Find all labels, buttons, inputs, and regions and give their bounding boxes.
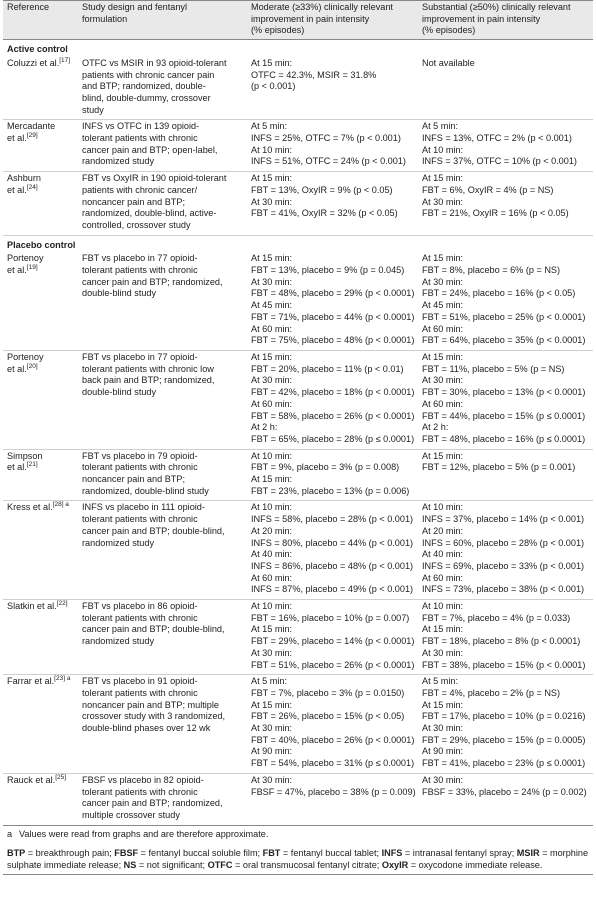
substantial-improvement-cell — [418, 675, 593, 774]
study-design-cell — [78, 600, 247, 675]
abbreviation-term: FBSF — [114, 848, 139, 859]
study-design-line: FBT vs OxyIR in 190 opioid-tolerant — [82, 173, 227, 184]
substantial-result-line: INFS = 73%, placebo = 38% (p < 0.001) — [422, 584, 585, 595]
table-row — [3, 675, 593, 774]
footnote-marker: a — [63, 501, 69, 509]
abbreviation-definition: = fentanyl buccal tablet; — [280, 848, 382, 859]
reference-cell — [3, 350, 78, 449]
moderate-result-line: At 30 min: — [251, 276, 293, 287]
substantial-result-line: FBSF = 33%, placebo = 24% (p = 0.002) — [422, 786, 587, 797]
study-design-cell — [78, 120, 247, 172]
substantial-result-line: At 30 min: — [422, 375, 464, 386]
header-reference: Reference — [3, 1, 78, 40]
substantial-result-line: At 15 min: — [422, 699, 464, 710]
header-study-design — [78, 1, 247, 40]
substantial-result-line: At 90 min: — [422, 746, 464, 757]
header-moderate — [247, 1, 418, 40]
moderate-result-line: INFS = 87%, placebo = 49% (p < 0.001) — [251, 584, 414, 595]
reference-text: et al.[19] — [7, 264, 38, 276]
substantial-improvement-cell — [418, 172, 593, 236]
moderate-result-line: FBT = 13%, placebo = 9% (p = 0.045) — [251, 265, 405, 276]
moderate-result-line: At 15 min: — [251, 699, 293, 710]
substantial-result-line: At 60 min: — [422, 398, 464, 409]
moderate-result-line: At 30 min: — [251, 375, 293, 386]
substantial-result-line: At 15 min: — [422, 624, 464, 635]
table-page — [3, 0, 593, 875]
abbreviation-term: OTFC — [207, 860, 233, 871]
substantial-improvement-cell — [418, 773, 593, 825]
substantial-result-line: FBT = 12%, placebo = 5% (p = 0.001) — [422, 462, 576, 473]
reference-text: et al.[29] — [7, 132, 38, 144]
moderate-result-line: FBT = 20%, placebo = 11% (p < 0.01) — [251, 363, 404, 374]
substantial-result-line: At 10 min: — [422, 502, 464, 513]
study-design-cell — [78, 350, 247, 449]
study-design-line: tolerant patients with chronic — [82, 133, 198, 144]
substantial-result-line: At 30 min: — [422, 723, 464, 734]
study-design-line: double-blind study — [82, 288, 157, 299]
substantial-result-line: At 60 min: — [422, 323, 464, 334]
abbreviation-definition: = morphine sulphate immediate release; — [7, 848, 589, 871]
study-design-line: randomized study — [82, 156, 155, 167]
header-text-line: Moderate (≥33%) clinically relevant — [251, 2, 393, 12]
moderate-result-line: At 10 min: — [251, 144, 293, 155]
moderate-result-line: At 90 min: — [251, 746, 293, 757]
reference-text: Portenoy — [7, 253, 44, 264]
reference-text: et al.[20] — [7, 362, 38, 374]
study-design-line: tolerant patients with chronic — [82, 462, 198, 473]
header-substantial — [418, 1, 593, 40]
substantial-result-line: At 10 min: — [422, 601, 464, 612]
moderate-result-line: FBT = 26%, placebo = 15% (p < 0.05) — [251, 711, 405, 722]
citation-number: [23] — [54, 675, 66, 683]
substantial-result-line: At 10 min: — [422, 144, 464, 155]
substantial-result-line: At 40 min: — [422, 549, 464, 560]
study-design-cell — [78, 773, 247, 825]
footnote-text: Values were read from graphs and are therefore approximate. — [19, 828, 269, 839]
study-design-line: cancer pain and BTP; open-label, — [82, 144, 218, 155]
substantial-result-line: FBT = 30%, placebo = 13% (p < 0.0001) — [422, 387, 586, 398]
substantial-result-line: At 30 min: — [422, 647, 464, 658]
study-design-line: FBT vs placebo in 79 opioid- — [82, 450, 198, 461]
reference-text: Farrar et al.[23] $^a$ — [7, 675, 71, 687]
table-body — [3, 40, 593, 826]
moderate-result-line: FBT = 23%, placebo = 13% (p = 0.006) — [251, 485, 410, 496]
study-design-line: patients with chronic cancer/ — [82, 184, 198, 195]
study-design-line: OTFC vs MSIR in 93 opioid-tolerant — [82, 57, 227, 68]
section-heading-row — [3, 235, 593, 252]
reference-text: et al.[21] — [7, 461, 38, 473]
moderate-result-line: At 40 min: — [251, 549, 293, 560]
table-row — [3, 252, 593, 350]
substantial-result-line: FBT = 8%, placebo = 6% (p = NS) — [422, 265, 561, 276]
moderate-improvement-cell — [247, 350, 418, 449]
substantial-result-line: INFS = 13%, OTFC = 2% (p < 0.001) — [422, 133, 572, 144]
study-design-line: study — [82, 104, 104, 115]
table-row — [3, 449, 593, 501]
reference-text: Portenoy — [7, 351, 44, 362]
citation-number: [17] — [59, 56, 71, 64]
study-design-line: tolerant patients with chronic — [82, 612, 198, 623]
moderate-result-line: INFS = 86%, placebo = 48% (p < 0.001) — [251, 560, 414, 571]
substantial-result-line: FBT = 48%, placebo = 16% (p ≤ 0.0001) — [422, 433, 586, 444]
abbreviation-definition: = not significant; — [136, 860, 208, 871]
moderate-result-line: FBT = 54%, placebo = 31% (p ≤ 0.0001) — [251, 758, 415, 769]
moderate-result-line: At 15 min: — [251, 474, 293, 485]
moderate-result-line: OTFC = 42.3%, MSIR = 31.8% — [251, 69, 377, 80]
study-design-cell — [78, 172, 247, 236]
substantial-result-line: At 15 min: — [422, 173, 464, 184]
study-design-line: cancer pain and BTP; randomized, — [82, 276, 223, 287]
citation-number: [24] — [26, 183, 38, 191]
citation-number: [29] — [26, 132, 38, 140]
moderate-result-line: FBT = 48%, placebo = 29% (p < 0.0001) — [251, 288, 415, 299]
substantial-improvement-cell — [418, 350, 593, 449]
study-design-line: noncancer pain and BTP; — [82, 196, 185, 207]
reference-text: Ashburn — [7, 173, 41, 184]
abbreviation-term: FBT — [262, 848, 281, 859]
study-design-line: randomized study — [82, 636, 155, 647]
substantial-result-line: At 60 min: — [422, 572, 464, 583]
study-design-line: multiple crossover study — [82, 810, 180, 820]
moderate-result-line: At 15 min: — [251, 173, 293, 184]
reference-cell — [3, 120, 78, 172]
header-text-line: improvement in pain intensity — [422, 13, 541, 24]
substantial-improvement-cell — [418, 501, 593, 600]
moderate-result-line: FBT = 40%, placebo = 26% (p < 0.0001) — [251, 734, 415, 745]
abbreviation-term: BTP — [7, 848, 26, 859]
reference-cell — [3, 501, 78, 600]
abbreviation-definition: = oral transmucosal fentanyl citrate; — [232, 860, 382, 871]
abbreviation-definition: = fentanyl buccal soluble film; — [138, 848, 263, 859]
study-design-line: randomized, double-blind study — [82, 485, 209, 496]
moderate-result-line: INFS = 80%, placebo = 44% (p < 0.001) — [251, 537, 414, 548]
substantial-result-line: At 45 min: — [422, 300, 464, 311]
moderate-result-line: FBT = 65%, placebo = 28% (p ≤ 0.0001) — [251, 433, 415, 444]
moderate-improvement-cell — [247, 57, 418, 120]
study-design-line: tolerant patients with chronic — [82, 786, 198, 797]
abbreviations — [3, 840, 593, 874]
substantial-result-line: FBT = 17%, placebo = 10% (p = 0.0216) — [422, 711, 586, 722]
study-design-line: FBT vs placebo in 86 opioid- — [82, 601, 198, 612]
study-design-line: blind, double-dummy, crossover — [82, 92, 211, 103]
abbreviation-term: NS — [123, 860, 137, 871]
reference-text: Simpson — [7, 450, 43, 461]
reference-cell — [3, 449, 78, 501]
substantial-result-line: FBT = 38%, placebo = 15% (p < 0.0001) — [422, 659, 586, 670]
study-design-cell — [78, 449, 247, 501]
moderate-result-line: FBT = 75%, placebo = 48% (p < 0.0001) — [251, 335, 415, 346]
moderate-result-line: At 45 min: — [251, 300, 293, 311]
study-design-cell — [78, 501, 247, 600]
section-heading-row — [3, 40, 593, 57]
abbreviation-term: INFS — [381, 848, 403, 859]
moderate-improvement-cell — [247, 120, 418, 172]
study-design-line: crossover study with 3 randomized, — [82, 711, 226, 722]
substantial-result-line: FBT = 51%, placebo = 25% (p < 0.0001) — [422, 311, 586, 322]
header-text-line: formulation — [82, 13, 128, 24]
substantial-result-line: FBT = 24%, placebo = 16% (p < 0.05) — [422, 288, 576, 299]
moderate-result-line: FBT = 16%, placebo = 10% (p = 0.007) — [251, 612, 410, 623]
moderate-improvement-cell — [247, 773, 418, 825]
study-design-line: FBT vs placebo in 91 opioid- — [82, 676, 198, 687]
study-design-line: controlled, crossover study — [82, 219, 191, 230]
reference-cell — [3, 252, 78, 350]
moderate-result-line: FBT = 9%, placebo = 3% (p = 0.008) — [251, 462, 400, 473]
substantial-result-line: INFS = 37%, OTFC = 10% (p < 0.001) — [422, 156, 577, 167]
reference-cell — [3, 773, 78, 825]
abbreviation-definition: = breakthrough pain; — [25, 848, 115, 859]
study-design-line: FBT vs placebo in 77 opioid- — [82, 351, 198, 362]
study-design-cell — [78, 675, 247, 774]
substantial-result-line: At 15 min: — [422, 253, 464, 264]
study-design-cell — [78, 252, 247, 350]
moderate-improvement-cell — [247, 172, 418, 236]
citation-number: [28] — [52, 501, 64, 509]
study-design-line: noncancer pain and BTP; multiple — [82, 699, 219, 710]
moderate-result-line: FBT = 7%, placebo = 3% (p = 0.0150) — [251, 687, 405, 698]
moderate-result-line: At 15 min: — [251, 351, 293, 362]
reference-cell — [3, 172, 78, 236]
substantial-result-line: FBT = 21%, OxyIR = 16% (p < 0.05) — [422, 208, 569, 219]
study-design-line: cancer pain and BTP; randomized, — [82, 798, 223, 809]
moderate-result-line: At 10 min: — [251, 450, 293, 461]
study-design-line: patients with chronic cancer pain — [82, 69, 215, 80]
substantial-improvement-cell — [418, 120, 593, 172]
substantial-result-line: Not available — [422, 57, 475, 68]
moderate-result-line: At 30 min: — [251, 647, 293, 658]
citation-number: [22] — [56, 600, 68, 608]
study-design-line: FBT vs placebo in 77 opioid- — [82, 253, 198, 264]
study-design-line: and BTP; randomized, double- — [82, 81, 206, 92]
section-title: Active control — [7, 44, 68, 55]
header-text-line: (% episodes) — [251, 25, 305, 36]
moderate-improvement-cell — [247, 449, 418, 501]
citation-number: [20] — [26, 362, 38, 370]
substantial-result-line: At 30 min: — [422, 276, 464, 287]
table-row — [3, 501, 593, 600]
moderate-improvement-cell — [247, 252, 418, 350]
moderate-result-line: At 15 min: — [251, 253, 293, 264]
moderate-result-line: At 2 h: — [251, 422, 278, 433]
citation-number: [21] — [26, 461, 38, 469]
substantial-result-line: At 15 min: — [422, 450, 464, 461]
moderate-result-line: At 20 min: — [251, 525, 293, 536]
moderate-result-line: INFS = 25%, OTFC = 7% (p < 0.001) — [251, 133, 401, 144]
footnote-mark: a — [7, 828, 13, 839]
moderate-result-line: FBT = 41%, OxyIR = 32% (p < 0.05) — [251, 208, 398, 219]
table-row — [3, 773, 593, 825]
reference-text: Coluzzi et al.[17] — [7, 56, 71, 68]
substantial-result-line: FBT = 4%, placebo = 2% (p = NS) — [422, 687, 561, 698]
study-design-line: tolerant patients with chronic — [82, 265, 198, 276]
study-design-line: back pain and BTP; randomized, — [82, 375, 215, 386]
abbreviation-term: OxyIR — [381, 860, 409, 871]
study-design-line: INFS vs OTFC in 139 opioid- — [82, 121, 200, 132]
moderate-result-line: INFS = 51%, OTFC = 24% (p < 0.001) — [251, 156, 406, 167]
substantial-result-line: At 15 min: — [422, 351, 464, 362]
moderate-result-line: (p < 0.001) — [251, 81, 296, 92]
footnote — [3, 826, 593, 841]
substantial-result-line: FBT = 41%, placebo = 23% (p ≤ 0.0001) — [422, 758, 586, 769]
substantial-result-line: FBT = 64%, placebo = 35% (p < 0.0001) — [422, 335, 586, 346]
table-header — [3, 1, 593, 40]
moderate-result-line: FBT = 51%, placebo = 26% (p < 0.0001) — [251, 659, 415, 670]
study-design-line: randomized, double-blind, active- — [82, 208, 217, 219]
study-design-cell — [78, 57, 247, 120]
moderate-result-line: FBT = 71%, placebo = 44% (p < 0.0001) — [251, 311, 415, 322]
substantial-result-line: At 20 min: — [422, 525, 464, 536]
table-row — [3, 600, 593, 675]
study-design-line: double-blind phases over 12 wk — [82, 723, 211, 734]
moderate-result-line: At 5 min: — [251, 676, 288, 687]
footnote-marker: a — [65, 675, 71, 683]
substantial-result-line: FBT = 44%, placebo = 15% (p ≤ 0.0001) — [422, 410, 586, 421]
table-row — [3, 120, 593, 172]
study-design-line: FBSF vs placebo in 82 opioid- — [82, 774, 204, 785]
reference-text: Rauck et al.[25] — [7, 773, 67, 785]
table-row — [3, 172, 593, 236]
substantial-result-line: FBT = 11%, placebo = 5% (p = NS) — [422, 363, 565, 374]
moderate-result-line: FBT = 29%, placebo = 14% (p < 0.0001) — [251, 636, 415, 647]
moderate-result-line: At 60 min: — [251, 572, 293, 583]
substantial-result-line: INFS = 37%, placebo = 14% (p < 0.001) — [422, 514, 585, 525]
moderate-result-line: At 15 min: — [251, 624, 293, 635]
header-text-line: (% episodes) — [422, 25, 476, 36]
reference-text: et al.[24] — [7, 183, 38, 195]
study-design-line: INFS vs placebo in 111 opioid- — [82, 502, 205, 513]
substantial-result-line: At 30 min: — [422, 196, 464, 207]
study-design-line: tolerant patients with chronic — [82, 687, 198, 698]
reference-text: Kress et al.[28] $^a$ — [7, 501, 69, 513]
study-design-line: randomized study — [82, 537, 155, 548]
substantial-improvement-cell — [418, 252, 593, 350]
substantial-result-line: At 5 min: — [422, 121, 459, 132]
reference-cell — [3, 57, 78, 120]
citation-number: [25] — [55, 773, 67, 781]
study-design-line: cancer pain and BTP; double-blind, — [82, 525, 225, 536]
moderate-result-line: FBSF = 47%, placebo = 38% (p = 0.009) — [251, 786, 416, 797]
substantial-improvement-cell — [418, 449, 593, 501]
header-text-line: Substantial (≥50%) clinically relevant — [422, 2, 571, 12]
table-row — [3, 350, 593, 449]
header-text-line: improvement in pain intensity — [251, 13, 370, 24]
study-design-line: noncancer pain and BTP; — [82, 474, 185, 485]
table-row — [3, 57, 593, 120]
substantial-improvement-cell — [418, 57, 593, 120]
moderate-result-line: At 60 min: — [251, 323, 293, 334]
substantial-result-line: INFS = 60%, placebo = 28% (p < 0.001) — [422, 537, 585, 548]
citation-number: [19] — [26, 264, 38, 272]
reference-cell — [3, 600, 78, 675]
moderate-result-line: FBT = 58%, placebo = 26% (p < 0.0001) — [251, 410, 415, 421]
moderate-result-line: At 10 min: — [251, 601, 293, 612]
efficacy-table — [3, 0, 593, 826]
substantial-result-line: At 2 h: — [422, 422, 449, 433]
study-design-line: double-blind study — [82, 387, 157, 398]
study-design-line: cancer pain and BTP; double-blind, — [82, 624, 225, 635]
substantial-result-line: FBT = 29%, placebo = 15% (p = 0.0005) — [422, 734, 586, 745]
moderate-result-line: FBT = 13%, OxyIR = 9% (p < 0.05) — [251, 184, 393, 195]
substantial-result-line: FBT = 6%, OxyIR = 4% (p = NS) — [422, 184, 554, 195]
substantial-result-line: At 5 min: — [422, 676, 459, 687]
abbreviation-definition: = oxycodone immediate release. — [408, 860, 543, 871]
section-title: Placebo control — [7, 239, 76, 250]
moderate-result-line: At 30 min: — [251, 723, 293, 734]
reference-text: Mercadante — [7, 121, 56, 132]
substantial-result-line: At 30 min: — [422, 774, 464, 785]
study-design-line: tolerant patients with chronic low — [82, 363, 214, 374]
moderate-result-line: At 60 min: — [251, 398, 293, 409]
abbreviation-definition: = intranasal fentanyl spray; — [402, 848, 517, 859]
header-text-line: Study design and fentanyl — [82, 2, 188, 12]
substantial-result-line: FBT = 18%, placebo = 8% (p < 0.0001) — [422, 636, 581, 647]
substantial-result-line: FBT = 7%, placebo = 4% (p = 0.033) — [422, 612, 571, 623]
moderate-result-line: At 5 min: — [251, 121, 288, 132]
reference-text: Slatkin et al.[22] — [7, 600, 68, 612]
moderate-improvement-cell — [247, 675, 418, 774]
reference-cell — [3, 675, 78, 774]
moderate-result-line: At 10 min: — [251, 502, 293, 513]
moderate-result-line: FBT = 42%, placebo = 18% (p < 0.0001) — [251, 387, 415, 398]
moderate-result-line: INFS = 58%, placebo = 28% (p < 0.001) — [251, 514, 414, 525]
substantial-improvement-cell — [418, 600, 593, 675]
moderate-improvement-cell — [247, 600, 418, 675]
substantial-result-line: INFS = 69%, placebo = 33% (p < 0.001) — [422, 560, 585, 571]
moderate-result-line: At 30 min: — [251, 196, 293, 207]
moderate-improvement-cell — [247, 501, 418, 600]
study-design-line: tolerant patients with chronic — [82, 514, 198, 525]
moderate-result-line: At 30 min: — [251, 774, 293, 785]
abbreviation-term: MSIR — [516, 848, 540, 859]
moderate-result-line: At 15 min: — [251, 57, 293, 68]
